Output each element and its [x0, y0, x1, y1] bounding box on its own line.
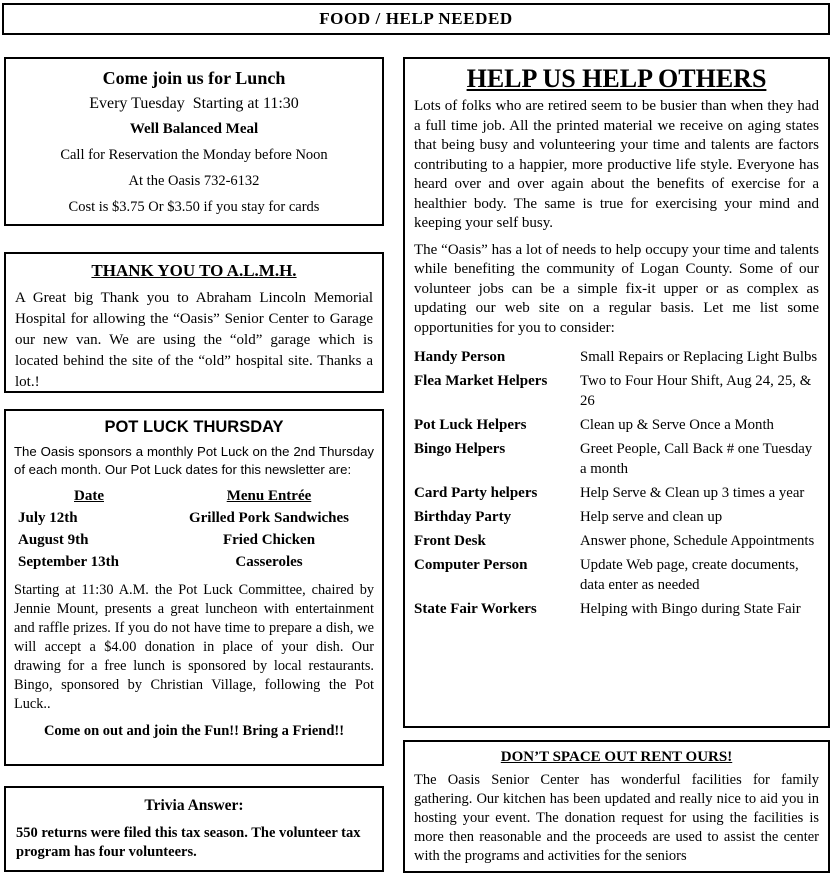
opportunity-role: State Fair Workers — [414, 601, 537, 617]
pot-luck-menu: Casseroles — [235, 554, 303, 570]
opportunity-desc: Help serve and clean up — [580, 509, 723, 525]
thank-you-body: A Great big Thank you to Abraham Lincoln Memorial Hospital for allowing the “Oasis” Senior Center to Garage our new van. We are using the “old” garage which is located behind the site of the “old” hospital site. Thanks a lot.! — [15, 290, 373, 390]
thank-you-box — [4, 252, 384, 393]
opportunity-role: Card Party helpers — [414, 485, 538, 501]
trivia-title: Trivia Answer: — [144, 797, 244, 814]
opportunity-desc: Greet People, Call Back # one Tuesday a month — [580, 441, 813, 477]
opportunity-desc: Update Web page, create documents, data enter as needed — [580, 557, 799, 593]
pot-luck-menu: Fried Chicken — [222, 532, 316, 548]
opportunity-role: Front Desk — [414, 533, 486, 549]
rent-title: DON’T SPACE OUT RENT OURS! — [500, 749, 733, 765]
lunch-invitation-box — [4, 57, 384, 226]
lunch-cost-line: Cost is $3.75 Or $3.50 if you stay for cards — [68, 199, 320, 215]
help-us-paragraph-2: The “Oasis” has a lot of needs to help occupy your time and talents while benefiting the community of Logan County. Some of our volunteer jobs can be a simple fix-it upper or as complex as updating our web site on a regular basis. Let me list some opportunities for you to consider: — [414, 241, 819, 336]
help-us-paragraph-1: Lots of folks who are retired seem to be busier than when they had a full time job. All the printed material we receive on aging states that being busy and volunteering your time and talents are factors contributing to a happier, more productive life style. Everyone has heard over and over again about the benefits of exercise for a healthier body. The same is true for exercising your mind and keeping your self busy. — [414, 98, 819, 231]
trivia-body: 550 returns were filed this tax season. The volunteer tax program has four volunteers. — [16, 825, 361, 860]
rent-body: The Oasis Senior Center has wonderful facilities for family gathering. Our kitchen has been updated and really nice to aid you in hosting your event. The donation request for using the facilities is more then reasonable and the proceeds are used to assist the center with the programs and activities for the seniors — [414, 772, 819, 864]
opportunity-role: Birthday Party — [414, 509, 512, 525]
lunch-phone-line: At the Oasis 732-6132 — [128, 173, 260, 189]
help-us-help-others-box — [403, 57, 830, 728]
pot-luck-box — [4, 409, 384, 766]
thank-you-title: THANK YOU TO A.L.M.H. — [91, 261, 297, 280]
lunch-title: Come join us for Lunch — [102, 68, 286, 88]
date-column-header: Date — [74, 488, 104, 504]
lunch-reservation-line: Call for Reservation the Monday before Noon — [60, 147, 328, 163]
opportunity-desc: Two to Four Hour Shift, Aug 24, 25, & 26 — [580, 373, 812, 409]
rent-facilities-box — [403, 740, 830, 873]
pot-luck-intro: The Oasis sponsors a monthly Pot Luck on the 2nd Thursday of each month. Our Pot Luck dates for this newsletter are: — [14, 444, 374, 477]
opportunity-role: Bingo Helpers — [414, 441, 506, 457]
pot-luck-date: September 13th — [18, 554, 119, 570]
page-header-banner — [2, 3, 830, 35]
pot-luck-title: POT LUCK THURSDAY — [104, 418, 284, 436]
help-us-title: HELP US HELP OTHERS — [466, 64, 767, 93]
opportunity-role: Handy Person — [414, 349, 506, 365]
lunch-meal-line: Well Balanced Meal — [129, 121, 259, 137]
pot-luck-body: Starting at 11:30 A.M. the Pot Luck Committee, chaired by Jennie Mount, presents a great luncheon with entertainment and raffle prizes. If you do not have time to prepare a dish, we will accept a $4.00 donation in place of your dish. Our drawing for a free lunch is sponsored by local restaurants. Bingo, sponsored by Christian Village, following the Pot Luck.. — [14, 582, 374, 712]
pot-luck-date: August 9th — [18, 532, 89, 548]
page-title: FOOD / HELP NEEDED — [319, 9, 513, 28]
pot-luck-dates-table — [14, 488, 374, 571]
lunch-schedule-line: Every Tuesday Starting at 11:30 — [89, 95, 299, 112]
volunteer-opportunities-list — [414, 345, 819, 621]
opportunity-desc: Answer phone, Schedule Appointments — [580, 533, 815, 549]
opportunity-desc: Clean up & Serve Once a Month — [580, 417, 774, 433]
trivia-answer-box — [4, 786, 384, 872]
opportunity-desc: Small Repairs or Replacing Light Bulbs — [580, 349, 818, 365]
menu-column-header: Menu Entrée — [226, 488, 312, 504]
pot-luck-footer: Come on out and join the Fun!! Bring a Friend!! — [43, 723, 345, 739]
pot-luck-menu: Grilled Pork Sandwiches — [188, 510, 349, 526]
pot-luck-date: July 12th — [18, 510, 78, 526]
opportunity-desc: Help Serve & Clean up 3 times a year — [580, 485, 805, 501]
opportunity-role: Pot Luck Helpers — [414, 417, 527, 433]
opportunity-role: Computer Person — [414, 557, 528, 573]
opportunity-desc: Helping with Bingo during State Fair — [580, 601, 801, 617]
opportunity-role: Flea Market Helpers — [414, 373, 548, 389]
